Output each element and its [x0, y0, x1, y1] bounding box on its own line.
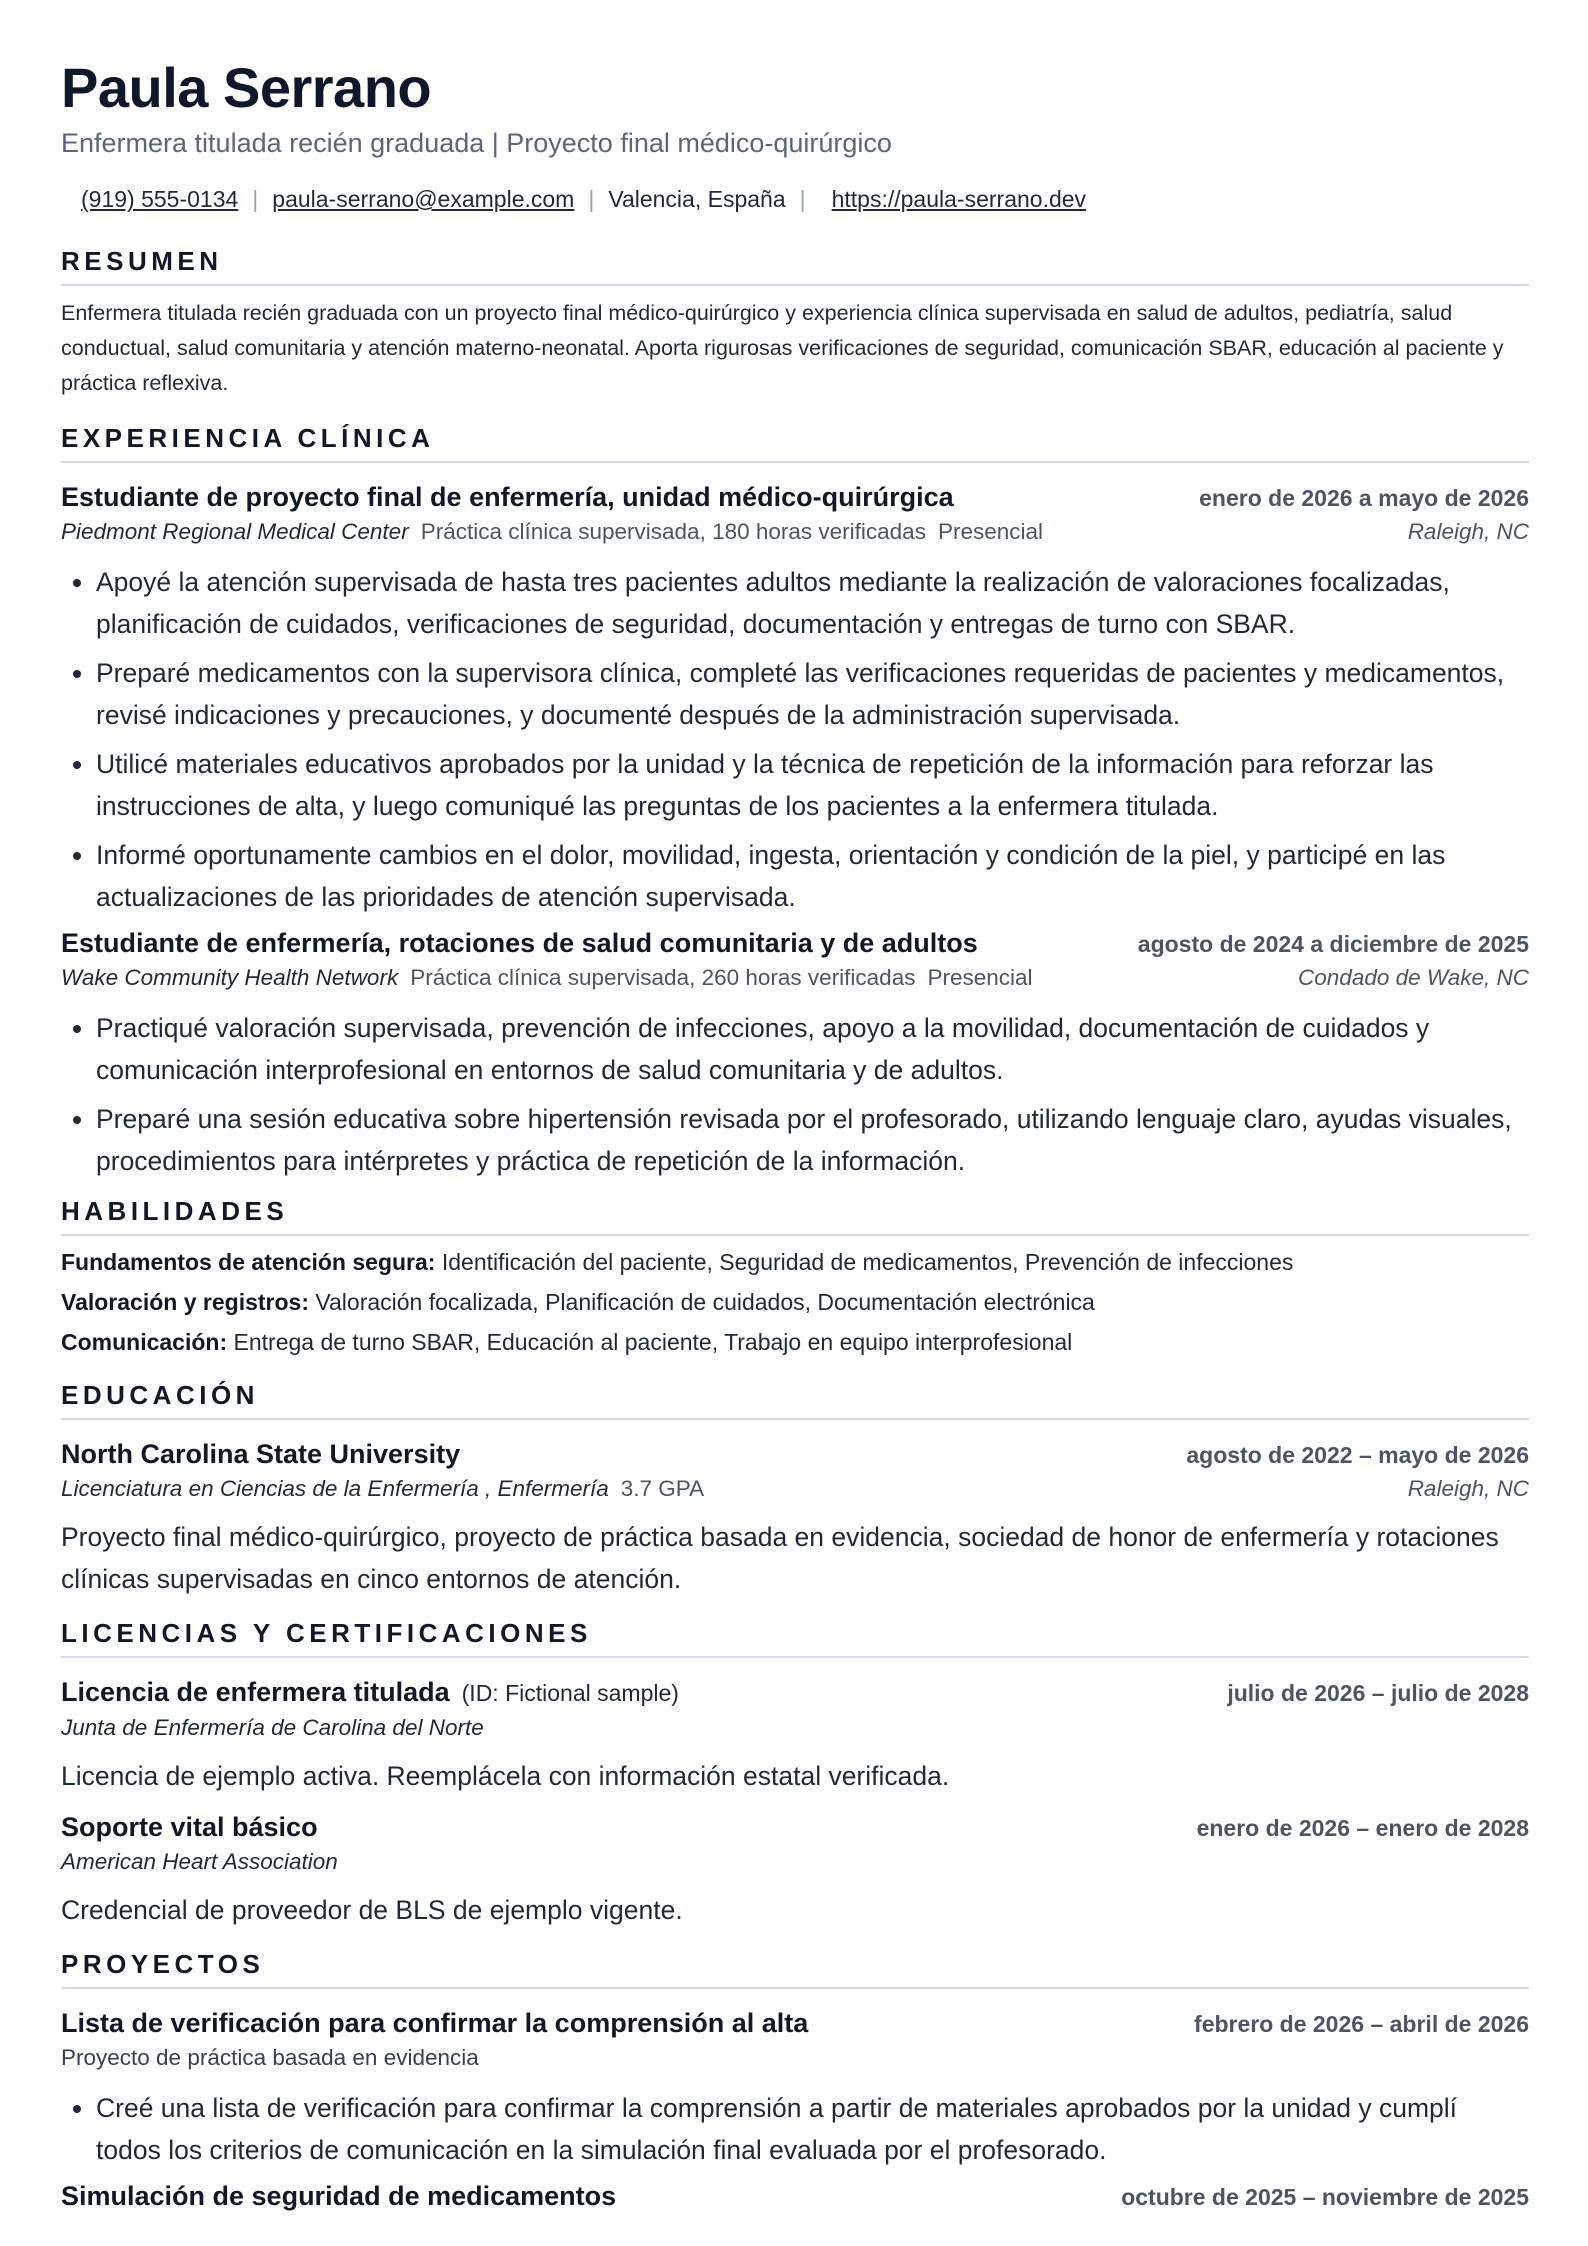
separator: |	[799, 186, 806, 212]
entry-location: Raleigh, NC	[1407, 1476, 1529, 1501]
entry-location: Condado de Wake, NC	[1298, 965, 1529, 990]
skill-row	[61, 1282, 1529, 1322]
list-item: • Practiqué valoración supervisada, prevención de infecciones, apoyo a la movilidad, documentación de cuidados y comunicación interprofesional en entornos de salud comunitaria y de adultos.	[96, 1007, 1529, 1091]
education-description: Proyecto final médico-quirúrgico, proyecto de práctica basada en evidencia, sociedad de honor de enfermería y rotaciones clínicas supervisadas en cinco entornos de atención.	[61, 1522, 1499, 1594]
resume-page	[61, 54, 1529, 2214]
experience-entry	[61, 925, 1529, 1182]
candidate-subtitle: Enfermera titulada recién graduada | Proyecto final médico-quirúrgico	[61, 128, 892, 158]
license-id: (ID: Fictional sample)	[461, 1680, 679, 1706]
entry-date: julio de 2026 – julio de 2028	[1227, 1680, 1529, 1706]
section-title: RESUMEN	[61, 246, 1529, 286]
list-item: • Apoyé la atención supervisada de hasta tres pacientes adultos mediante la realización de valoraciones focalizadas, planificación de cuidados, verificaciones de seguridad, documentación y entregas de turno con SBAR.	[96, 561, 1529, 645]
entry-title: Estudiante de proyecto final de enfermería, unidad médico-quirúrgica	[61, 482, 954, 512]
skill-row	[61, 1322, 1529, 1362]
entry-meta	[61, 515, 1043, 549]
entry-mode: Presencial	[937, 519, 1044, 544]
education-section	[61, 1380, 1529, 1600]
entry-meta	[61, 1472, 704, 1506]
list-item: • Preparé medicamentos con la supervisora clínica, completé las verificaciones requeridas de pacientes y medicamentos, revisé indicaciones y precauciones, y documenté después de la administración supervisada.	[96, 652, 1529, 736]
entry-title: Estudiante de enfermería, rotaciones de salud comunitaria y de adultos	[61, 928, 978, 958]
entry-org: Piedmont Regional Medical Center	[61, 519, 409, 544]
entry-date: octubre de 2025 – noviembre de 2025	[1121, 2184, 1529, 2210]
list-item: • Preparé una sesión educativa sobre hipertensión revisada por el profesorado, utilizando lenguaje claro, ayudas visuales, procedimientos para intérpretes y práctica de repetición de la información.	[96, 1098, 1529, 1182]
entry-bullets	[61, 1007, 1529, 1182]
phone-link[interactable]: (919) 555-0134	[81, 186, 239, 212]
license-issuer: American Heart Association	[61, 1849, 338, 1874]
entry-detail: Práctica clínica supervisada, 180 horas verificadas	[420, 519, 926, 544]
entry-date: agosto de 2022 – mayo de 2026	[1186, 1442, 1529, 1468]
license-issuer: Junta de Enfermería de Carolina del Norte	[61, 1715, 484, 1740]
entry-title: Soporte vital básico	[61, 1812, 318, 1842]
entry-location: Raleigh, NC	[1407, 519, 1529, 544]
projects-section	[61, 1949, 1529, 2214]
location-text: Valencia, España	[608, 186, 786, 212]
project-subtitle: Proyecto de práctica basada en evidencia	[61, 2045, 479, 2070]
entry-date: agosto de 2024 a diciembre de 2025	[1137, 931, 1529, 957]
separator: |	[588, 186, 595, 212]
list-item: • Informé oportunamente cambios en el dolor, movilidad, ingesta, orientación y condición de la piel, y participé en las actualizaciones de las prioridades de atención supervisada.	[96, 834, 1529, 918]
license-entry	[61, 1809, 1529, 1931]
skill-row	[61, 1242, 1529, 1282]
degree-text: Licenciatura en Ciencias de la Enfermería , Enfermería	[61, 1476, 609, 1501]
license-description: Licencia de ejemplo activa. Reemplácela con información estatal verificada.	[61, 1761, 950, 1791]
entry-title: Simulación de seguridad de medicamentos	[61, 2181, 617, 2211]
website-link[interactable]: https://paula-serrano.dev	[831, 186, 1087, 212]
skill-label: Valoración y registros:	[61, 1289, 309, 1315]
school-name: North Carolina State University	[61, 1439, 461, 1469]
license-name: Licencia de enfermera titulada	[61, 1677, 450, 1707]
entry-bullets	[61, 561, 1529, 918]
skill-value: Identificación del paciente, Seguridad de medicamentos, Prevención de infecciones	[441, 1249, 1294, 1275]
email-link[interactable]: paula-serrano@example.com	[272, 186, 575, 212]
contact-line	[61, 184, 1529, 214]
separator: |	[252, 186, 259, 212]
experience-entry	[61, 479, 1529, 918]
entry-bullets	[61, 2087, 1529, 2171]
entry-meta	[61, 961, 1033, 995]
section-title: LICENCIAS Y CERTIFICACIONES	[61, 1618, 1529, 1658]
experience-section	[61, 423, 1529, 1182]
skill-label: Comunicación:	[61, 1329, 228, 1355]
list-item: • Utilicé materiales educativos aprobados por la unidad y la técnica de repetición de la información para reforzar las instrucciones de alta, y luego comuniqué las preguntas de los pacientes a la enfermera titulada.	[96, 743, 1529, 827]
skills-section	[61, 1196, 1529, 1362]
skill-value: Entrega de turno SBAR, Educación al paciente, Trabajo en equipo interprofesional	[233, 1329, 1073, 1355]
licenses-section	[61, 1618, 1529, 1931]
section-title: HABILIDADES	[61, 1196, 1529, 1236]
section-title: EDUCACIÓN	[61, 1380, 1529, 1420]
license-entry	[61, 1674, 1529, 1797]
section-title: PROYECTOS	[61, 1949, 1529, 1989]
section-title: EXPERIENCIA CLÍNICA	[61, 423, 1529, 463]
entry-org: Wake Community Health Network	[61, 965, 399, 990]
summary-section	[61, 246, 1529, 401]
entry-date: febrero de 2026 – abril de 2026	[1194, 2011, 1529, 2037]
skill-label: Fundamentos de atención segura:	[61, 1249, 436, 1275]
candidate-name: Paula Serrano	[61, 56, 432, 119]
entry-date: enero de 2026 a mayo de 2026	[1199, 485, 1529, 511]
entry-date: enero de 2026 – enero de 2028	[1196, 1815, 1529, 1841]
entry-title	[61, 1674, 679, 1711]
entry-title: Lista de verificación para confirmar la comprensión al alta	[61, 2008, 809, 2038]
gpa-text: 3.7 GPA	[620, 1476, 705, 1501]
entry-mode: Presencial	[927, 965, 1033, 990]
project-entry	[61, 2005, 1529, 2171]
summary-text: Enfermera titulada recién graduada con un proyecto final médico-quirúrgico y experiencia clínica supervisada en salud de adultos, pediatría, salud conductual, salud comunitaria y atención materno-neonatal. Aporta rigurosas verificaciones de seguridad, comunicación SBAR, educación al paciente y práctica reflexiva.	[61, 301, 1504, 395]
education-entry	[61, 1436, 1529, 1600]
project-entry	[61, 2178, 1529, 2214]
list-item: • Creé una lista de verificación para confirmar la comprensión a partir de materiales aprobados por la unidad y cumplí todos los criterios de comunicación en la simulación final evaluada por el profesorado.	[96, 2087, 1529, 2171]
skill-value: Valoración focalizada, Planificación de cuidados, Documentación electrónica	[315, 1289, 1095, 1315]
entry-detail: Práctica clínica supervisada, 260 horas verificadas	[410, 965, 916, 990]
license-description: Credencial de proveedor de BLS de ejemplo vigente.	[61, 1895, 683, 1925]
